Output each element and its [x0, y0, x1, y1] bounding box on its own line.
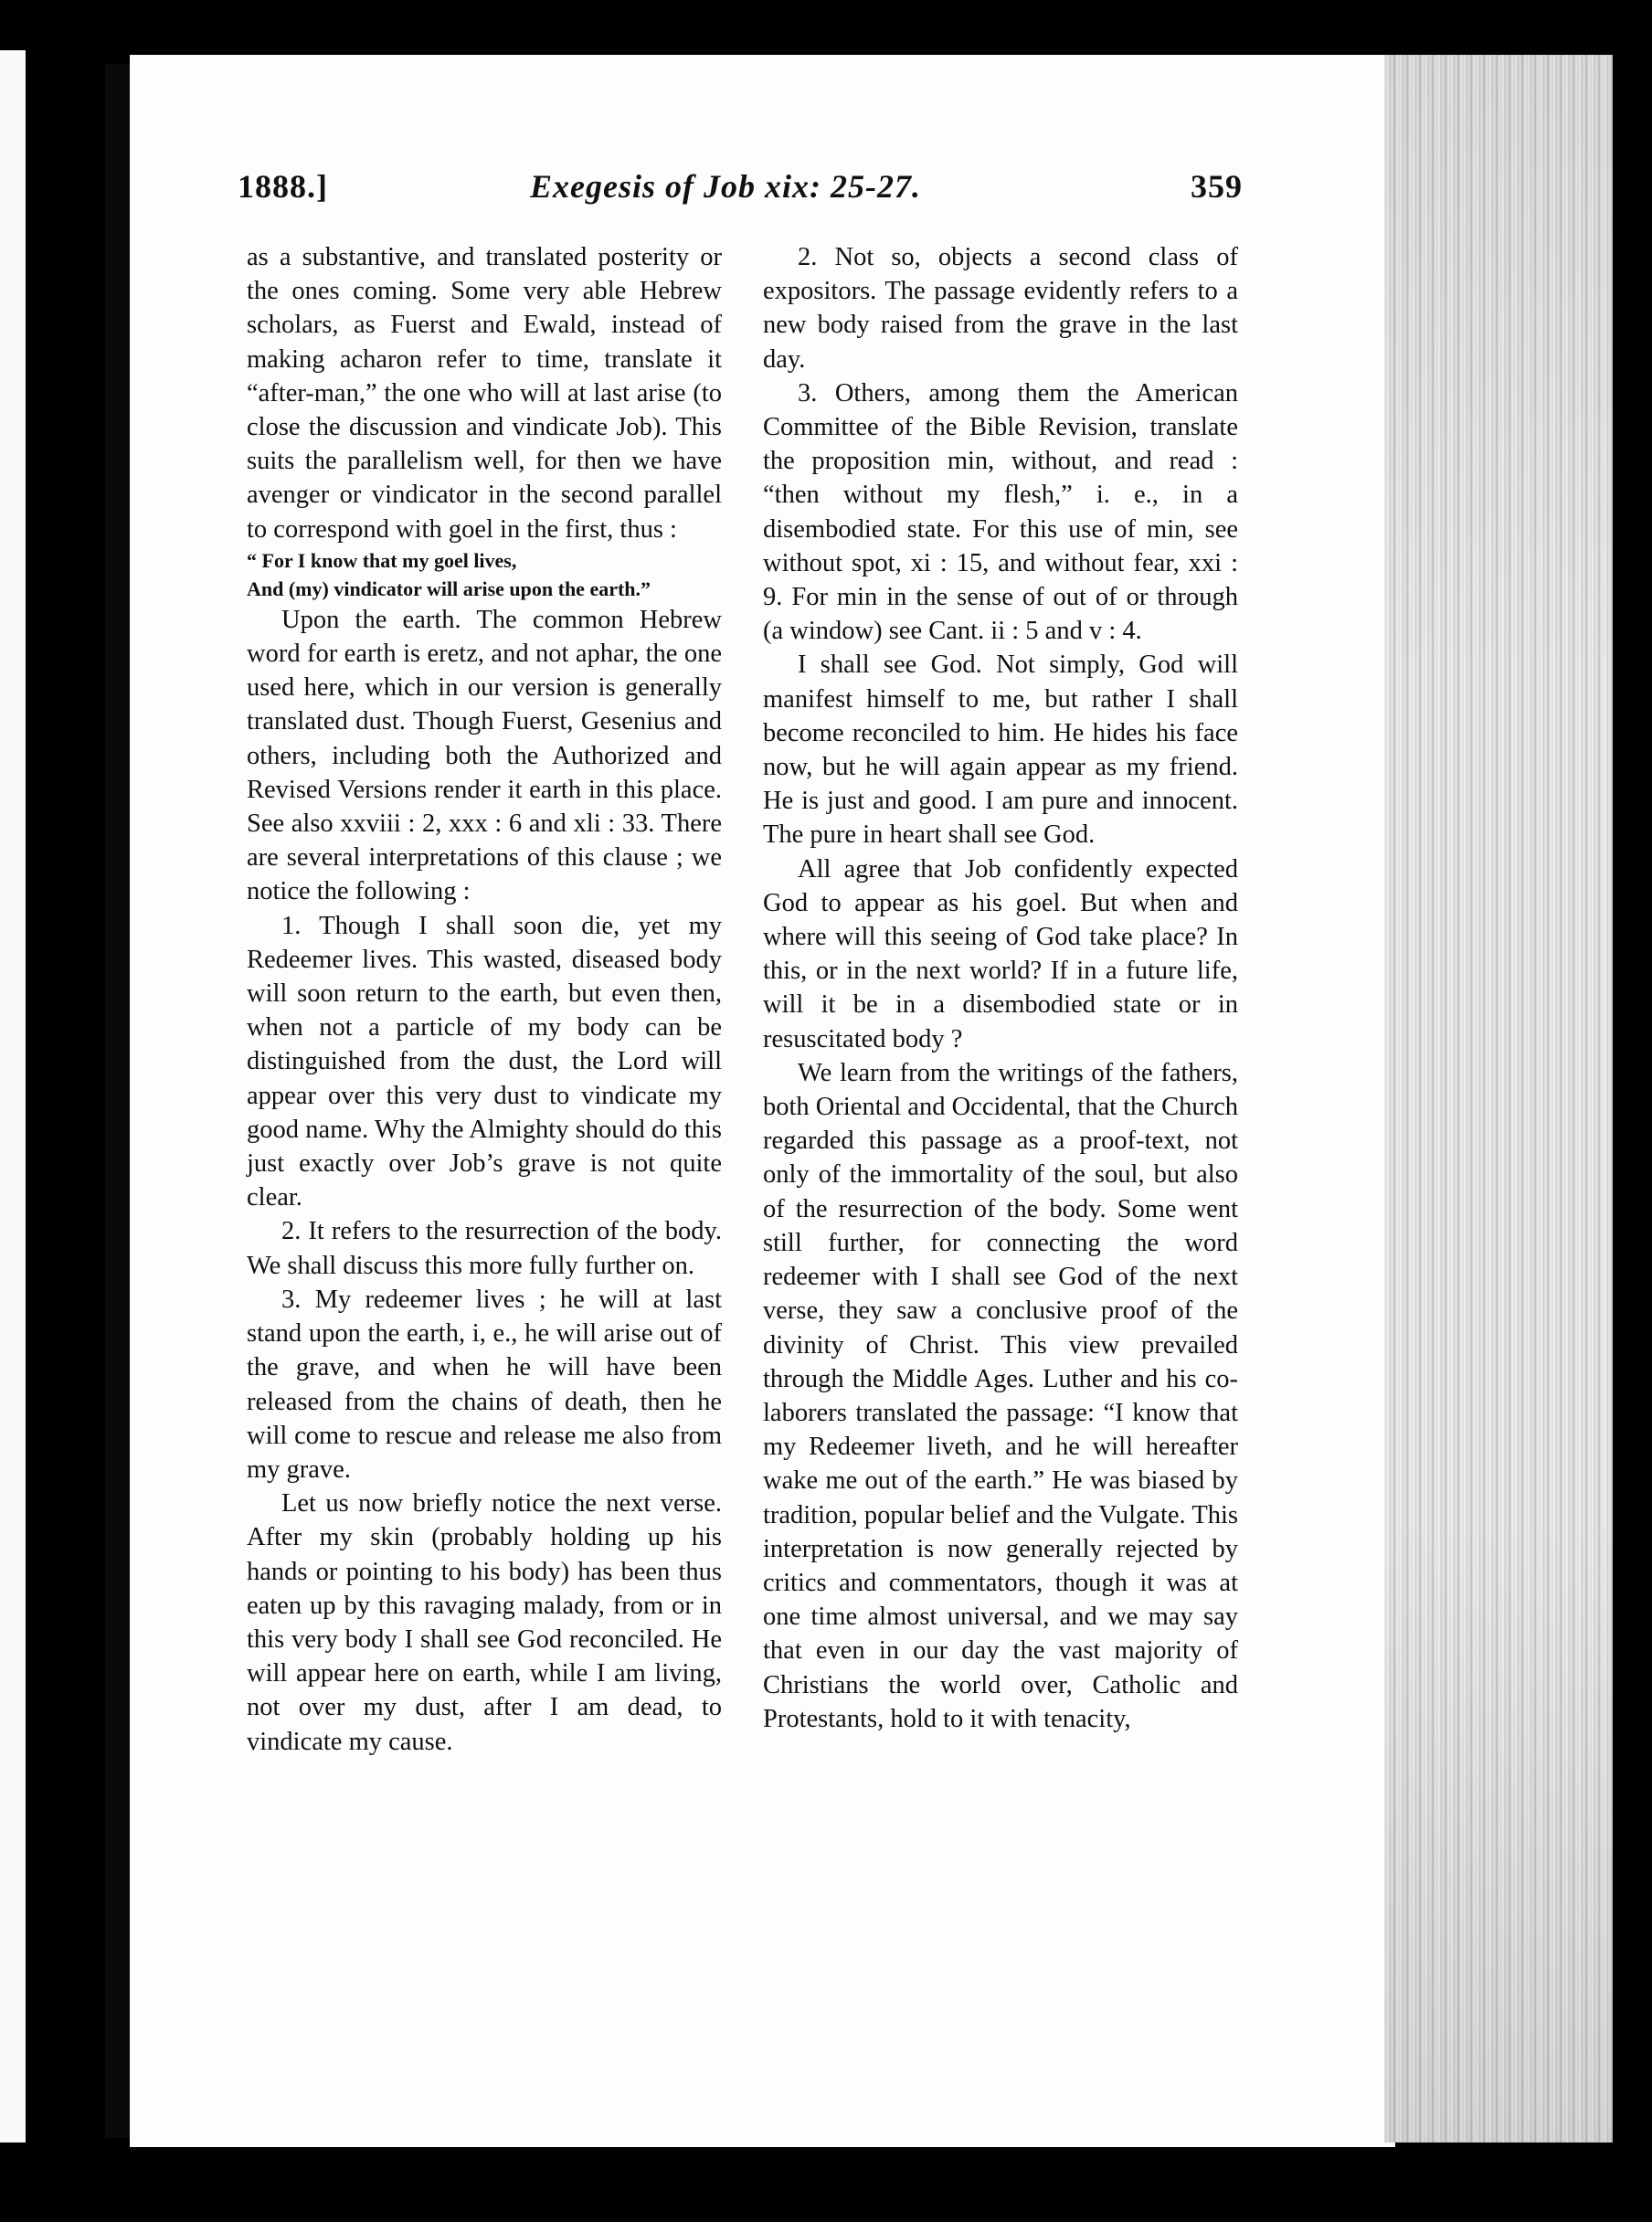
verse-quote-line-1: “ For I know that my goel lives, [247, 548, 517, 572]
right-paragraph-3: I shall see God. Not simply, God will manifest himself to me, but rather I shall become reconciled to him. He hides his face now, but he will again appear as my friend. He is just and good. I am pure and innocent. The pure in heart shall see God. [763, 651, 1238, 850]
right-paragraph-2: 3. Others, among them the American Committee of the Bible Revision, translate the proposition min, without, and read : “then without my flesh,” i. e., in a disembodied state. For this use of min, see without spot, xi : 15, and without fear, xxi : 9. For min in the sense of out of or through (a window) see Cant. ii : 5 and v : 4. [763, 378, 1238, 646]
left-paragraph-4: 2. It refers to the resurrection of the body. We shall discuss this more fully further on. [247, 1217, 722, 1280]
left-paragraph-2: Upon the earth. The common Hebrew word for earth is eretz, and not aphar, the one used here, which in our version is generally translated dust. Though Fuerst, Gesenius and others, including both the Authorized and Revised Versions render it earth in this place. See also xxviii : 2, xxx : 6 and xli : 33. There are several interpretations of this clause ; we notice the following : [247, 605, 722, 906]
scan-margin [0, 50, 26, 2143]
page-edges [1384, 55, 1613, 2143]
right-paragraph-4: All agree that Job confidently expected God to appear as his goel. But when and where will this seeing of God take place? In this, or in the next world? If in a future life, will it be in a disembodied state or in resuscitated body ? [763, 854, 1238, 1053]
verse-quote-line-2: And (my) vindicator will arise upon the earth.” [247, 577, 651, 600]
right-paragraph-5: We learn from the writings of the fathers, both Oriental and Occidental, that the Church regarded this passage as a proof-text, not only of the immortality of the soul, but also of the resurrection of the body. Some went still further, for connecting the word redeemer with I shall see God of the next verse, they saw a conclusive proof of the divinity of Christ. This view prevailed through the Middle Ages. Luther and his co-laborers translated the passage: “I know that my Redeemer liveth, and he will hereafter wake me out of the earth.” He was biased by tradition, popular belief and the Vulgate. This interpretation is now generally rejected by critics and commentators, though it was at one time almost universal, and we may say that even in our day the vast majority of Christians the world over, Catholic and Protestants, hold to it with tenacity, [763, 1058, 1238, 1733]
left-paragraph-6: Let us now briefly notice the next verse. After my skin (probably holding up his hands or pointing to his body) has been thus eaten up by this ravaging malady, from or in this very body I shall see God reconciled. He will appear here on earth, while I am living, not over my dust, after I am dead, to vindicate my cause. [247, 1489, 722, 1756]
left-paragraph-1: as a substantive, and translated posterity or the ones coming. Some very able Hebrew scholars, as Fuerst and Ewald, instead of making acharon refer to time, translate it “after-man,” the one who will at last arise (to close the discussion and vindicate Job). This suits the parallelism well, for then we have avenger or vindicator in the second parallel to correspond with goel in the first, thus : [247, 243, 722, 544]
right-column [763, 240, 1238, 1736]
left-column [247, 240, 722, 1759]
page-number: 359 [1191, 168, 1243, 205]
running-head [238, 167, 1243, 222]
left-paragraph-3: 1. Though I shall soon die, yet my Redeemer lives. This wasted, diseased body will soon return to the earth, but even then, when not a particle of my body can be distinguished from the dust, the Lord will appear over this very dust to vindicate my good name. Why the Almighty should do this just exactly over Job’s grave is not quite clear. [247, 911, 722, 1212]
book-spine [105, 64, 132, 2138]
header-title: Exegesis of Job xix: 25-27. [530, 168, 921, 205]
left-paragraph-5: 3. My redeemer lives ; he will at last stand upon the earth, i, e., he will arise out of the grave, and when he will have been released from the chains of death, then he will come to rescue and release me also from my grave. [247, 1285, 722, 1484]
right-paragraph-1: 2. Not so, objects a second class of expositors. The passage evidently refers to a new body raised from the grave in the last day. [763, 243, 1238, 374]
header-year: 1888.] [238, 168, 328, 205]
